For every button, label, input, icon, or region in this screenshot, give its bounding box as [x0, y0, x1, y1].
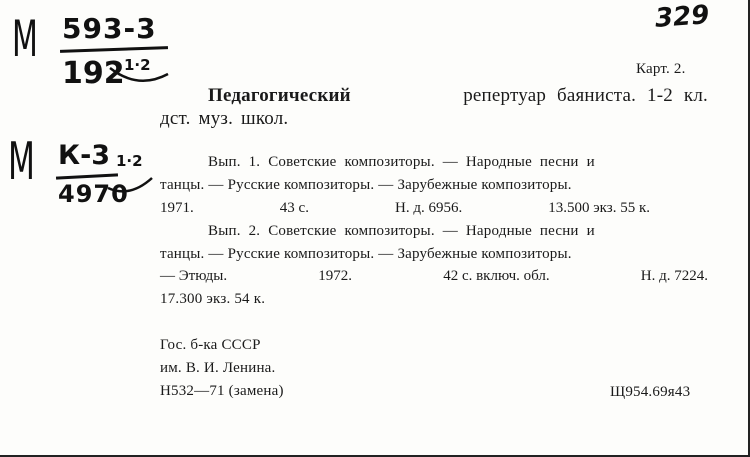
vyp2-etudes: — Этюды.	[160, 268, 228, 284]
vyp1-year: 1971.	[160, 200, 194, 216]
handwritten-letter-1: М	[12, 10, 38, 68]
vyp2-year: 1972.	[318, 268, 353, 284]
title-bold: Педагогический	[208, 85, 351, 106]
vyp1-print: 13.500 экз. 55 к.	[548, 200, 650, 216]
card-label: Карт. 2.	[636, 61, 686, 77]
vyp2-pages: 42 с. включ. обл.	[443, 268, 550, 284]
library-line-3: Н532—71 (замена)	[160, 383, 284, 399]
handwritten-arc-1	[108, 64, 172, 90]
vyp1-nd: Н. д. 6956.	[394, 200, 463, 216]
handwritten-code-2-sup: 1·2	[116, 152, 143, 170]
handwritten-letter-2: М	[8, 132, 35, 192]
handwritten-code-1-top: 593-3	[62, 12, 157, 45]
title-line-1	[208, 85, 708, 107]
handwritten-code-2-top: К-3	[58, 140, 111, 171]
vyp1-pages: 43 с.	[279, 200, 309, 216]
handwritten-code-2-bottom: 4970	[58, 180, 129, 208]
title-line-2: дст. муз. школ.	[160, 108, 289, 129]
handwritten-number: 329	[654, 0, 711, 34]
library-line-1: Гос. б-ка СССР	[160, 337, 261, 353]
vyp1-line-3	[160, 200, 650, 217]
handwritten-code-1-sup: 1·2	[124, 56, 151, 74]
shelfmark: Щ954.69я43	[610, 384, 691, 400]
handwritten-fraction-line-1	[60, 46, 168, 53]
vyp2-line-3	[160, 268, 708, 285]
handwritten-arc-2	[106, 176, 156, 202]
title-rest: репертуар баяниста. 1-2 кл.	[463, 85, 708, 106]
vyp1-line-2: танцы. — Русские композиторы. — Зарубежные композиторы.	[160, 177, 572, 193]
vyp2-line-1: Вып. 2. Советские композиторы. — Народные песни и	[208, 223, 595, 239]
vyp2-line-4: 17.300 экз. 54 к.	[160, 291, 266, 307]
handwritten-code-1-bottom: 192	[62, 56, 125, 91]
vyp1-line-1: Вып. 1. Советские композиторы. — Народные песни и	[208, 154, 595, 170]
vyp2-nd: Н. д. 7224.	[640, 268, 708, 284]
vyp2-line-2: танцы. — Русские композиторы. — Зарубежные композиторы.	[160, 246, 572, 262]
library-line-2: им. В. И. Ленина.	[160, 360, 276, 376]
